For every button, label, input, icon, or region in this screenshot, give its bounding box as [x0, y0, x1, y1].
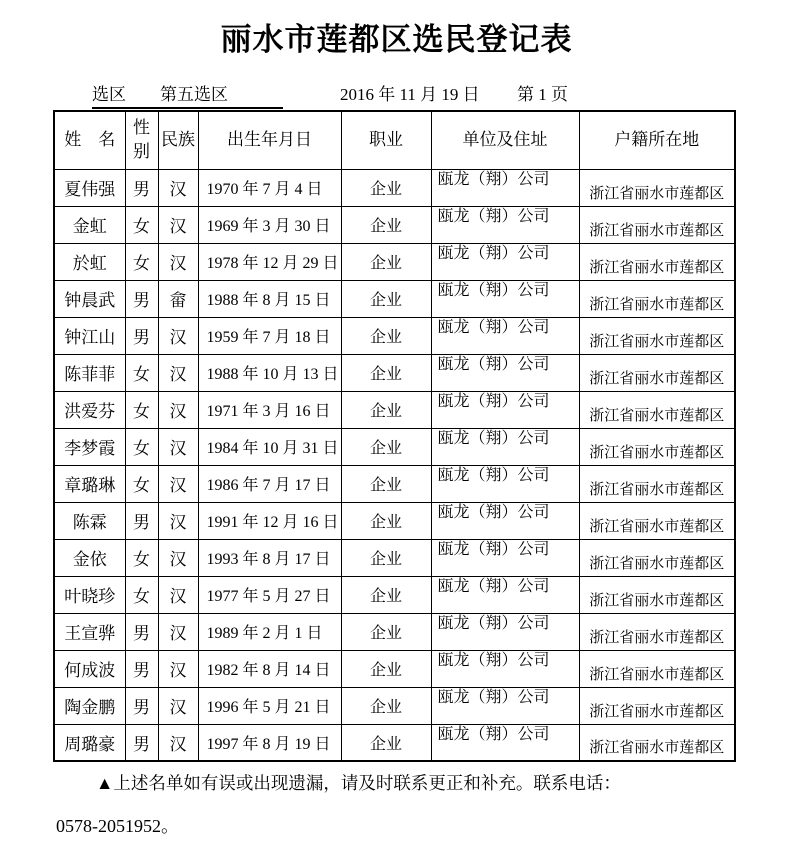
voter-occupation: 企业: [341, 354, 431, 391]
voter-ethnicity: 汉: [158, 391, 198, 428]
voter-name: 李梦霞: [54, 428, 125, 465]
voter-residence: 浙江省丽水市莲都区: [579, 391, 735, 428]
voter-ethnicity: 汉: [158, 687, 198, 724]
voter-birthdate: 1959 年 7 月 18 日: [198, 317, 341, 354]
voter-residence: 浙江省丽水市莲都区: [579, 650, 735, 687]
voter-unit: 瓯龙（翔）公司: [431, 465, 579, 502]
voter-name: 陶金鹏: [54, 687, 125, 724]
voter-unit: 瓯龙（翔）公司: [431, 354, 579, 391]
table-row: [54, 317, 735, 354]
voter-gender: 男: [125, 502, 158, 539]
table-row: [54, 280, 735, 317]
voter-occupation: 企业: [341, 539, 431, 576]
voter-birthdate: 1984 年 10 月 31 日: [198, 428, 341, 465]
voter-residence: 浙江省丽水市莲都区: [579, 317, 735, 354]
voter-birthdate: 1989 年 2 月 1 日: [198, 613, 341, 650]
voter-occupation: 企业: [341, 724, 431, 761]
footer-phone: 0578-2051952。: [56, 816, 179, 836]
voter-occupation: 企业: [341, 613, 431, 650]
voter-name: 王宣骅: [54, 613, 125, 650]
voter-gender: 女: [125, 539, 158, 576]
voter-residence: 浙江省丽水市莲都区: [579, 502, 735, 539]
district-label: 选区: [92, 85, 126, 104]
voter-unit: 瓯龙（翔）公司: [431, 169, 579, 206]
voter-name: 金依: [54, 539, 125, 576]
voter-ethnicity: 汉: [158, 243, 198, 280]
voter-gender: 男: [125, 317, 158, 354]
voter-birthdate: 1991 年 12 月 16 日: [198, 502, 341, 539]
voter-residence: 浙江省丽水市莲都区: [579, 354, 735, 391]
table-row: [54, 206, 735, 243]
voter-name: 金虹: [54, 206, 125, 243]
page-number: 第 1 页: [517, 85, 568, 104]
voter-name: 钟晨武: [54, 280, 125, 317]
voter-occupation: 企业: [341, 576, 431, 613]
voter-table-header: [54, 111, 735, 169]
voter-occupation: 企业: [341, 317, 431, 354]
voter-unit: 瓯龙（翔）公司: [431, 724, 579, 761]
header-gender: 性别: [125, 111, 158, 169]
voter-unit: 瓯龙（翔）公司: [431, 391, 579, 428]
voter-occupation: 企业: [341, 687, 431, 724]
voter-table-body: [54, 169, 735, 761]
voter-occupation: 企业: [341, 243, 431, 280]
header-row: [54, 111, 735, 169]
table-row: [54, 724, 735, 761]
table-row: [54, 613, 735, 650]
voter-unit: 瓯龙（翔）公司: [431, 687, 579, 724]
header-ethnicity: 民族: [158, 111, 198, 169]
voter-table: [53, 110, 736, 762]
voter-residence: 浙江省丽水市莲都区: [579, 465, 735, 502]
voter-occupation: 企业: [341, 280, 431, 317]
voter-residence: 浙江省丽水市莲都区: [579, 428, 735, 465]
voter-gender: 女: [125, 354, 158, 391]
voter-gender: 女: [125, 206, 158, 243]
voter-ethnicity: 畲: [158, 280, 198, 317]
voter-unit: 瓯龙（翔）公司: [431, 243, 579, 280]
voter-residence: 浙江省丽水市莲都区: [579, 243, 735, 280]
voter-birthdate: 1996 年 5 月 21 日: [198, 687, 341, 724]
voter-gender: 男: [125, 169, 158, 206]
voter-residence: 浙江省丽水市莲都区: [579, 576, 735, 613]
voter-occupation: 企业: [341, 650, 431, 687]
table-row: [54, 576, 735, 613]
table-row: [54, 243, 735, 280]
district-field: [92, 84, 283, 109]
voter-unit: 瓯龙（翔）公司: [431, 428, 579, 465]
table-row: [54, 687, 735, 724]
district-value: 第五选区: [160, 85, 228, 104]
voter-ethnicity: 汉: [158, 650, 198, 687]
voter-birthdate: 1988 年 10 月 13 日: [198, 354, 341, 391]
header-birthdate: 出生年月日: [198, 111, 341, 169]
voter-occupation: 企业: [341, 206, 431, 243]
voter-unit: 瓯龙（翔）公司: [431, 539, 579, 576]
voter-name: 钟江山: [54, 317, 125, 354]
table-row: [54, 428, 735, 465]
voter-occupation: 企业: [341, 428, 431, 465]
voter-ethnicity: 汉: [158, 502, 198, 539]
voter-residence: 浙江省丽水市莲都区: [579, 280, 735, 317]
voter-birthdate: 1970 年 7 月 4 日: [198, 169, 341, 206]
voter-residence: 浙江省丽水市莲都区: [579, 687, 735, 724]
voter-name: 叶晓珍: [54, 576, 125, 613]
voter-unit: 瓯龙（翔）公司: [431, 206, 579, 243]
voter-ethnicity: 汉: [158, 465, 198, 502]
voter-birthdate: 1986 年 7 月 17 日: [198, 465, 341, 502]
voter-name: 陈霖: [54, 502, 125, 539]
page-title: 丽水市莲都区选民登记表: [220, 22, 573, 57]
voter-gender: 女: [125, 576, 158, 613]
voter-ethnicity: 汉: [158, 539, 198, 576]
voter-ethnicity: 汉: [158, 613, 198, 650]
voter-ethnicity: 汉: [158, 724, 198, 761]
voter-ethnicity: 汉: [158, 354, 198, 391]
voter-ethnicity: 汉: [158, 206, 198, 243]
voter-name: 於虹: [54, 243, 125, 280]
voter-gender: 女: [125, 391, 158, 428]
voter-birthdate: 1997 年 8 月 19 日: [198, 724, 341, 761]
voter-residence: 浙江省丽水市莲都区: [579, 169, 735, 206]
registration-date: 2016 年 11 月 19 日: [340, 85, 480, 104]
voter-birthdate: 1982 年 8 月 14 日: [198, 650, 341, 687]
voter-gender: 女: [125, 465, 158, 502]
voter-occupation: 企业: [341, 502, 431, 539]
voter-unit: 瓯龙（翔）公司: [431, 650, 579, 687]
table-row: [54, 169, 735, 206]
voter-name: 周璐豪: [54, 724, 125, 761]
voter-birthdate: 1977 年 5 月 27 日: [198, 576, 341, 613]
voter-gender: 男: [125, 650, 158, 687]
voter-residence: 浙江省丽水市莲都区: [579, 613, 735, 650]
voter-ethnicity: 汉: [158, 169, 198, 206]
voter-ethnicity: 汉: [158, 317, 198, 354]
header-occupation: 职业: [341, 111, 431, 169]
voter-unit: 瓯龙（翔）公司: [431, 280, 579, 317]
voter-birthdate: 1993 年 8 月 17 日: [198, 539, 341, 576]
footer-notice: ▲上述名单如有误或出现遗漏，请及时联系更正和补充。联系电话：: [96, 773, 621, 793]
header-unit: 单位及住址: [431, 111, 579, 169]
table-row: [54, 391, 735, 428]
voter-occupation: 企业: [341, 391, 431, 428]
voter-birthdate: 1988 年 8 月 15 日: [198, 280, 341, 317]
voter-residence: 浙江省丽水市莲都区: [579, 724, 735, 761]
voter-birthdate: 1978 年 12 月 29 日: [198, 243, 341, 280]
table-row: [54, 650, 735, 687]
voter-unit: 瓯龙（翔）公司: [431, 317, 579, 354]
voter-gender: 女: [125, 243, 158, 280]
voter-residence: 浙江省丽水市莲都区: [579, 206, 735, 243]
voter-birthdate: 1971 年 3 月 16 日: [198, 391, 341, 428]
voter-ethnicity: 汉: [158, 576, 198, 613]
voter-gender: 男: [125, 280, 158, 317]
table-row: [54, 502, 735, 539]
voter-unit: 瓯龙（翔）公司: [431, 613, 579, 650]
voter-name: 洪爱芬: [54, 391, 125, 428]
voter-birthdate: 1969 年 3 月 30 日: [198, 206, 341, 243]
header-name: 姓 名: [54, 111, 125, 169]
voter-name: 章璐琳: [54, 465, 125, 502]
voter-residence: 浙江省丽水市莲都区: [579, 539, 735, 576]
header-residence: 户籍所在地: [579, 111, 735, 169]
voter-gender: 男: [125, 687, 158, 724]
voter-ethnicity: 汉: [158, 428, 198, 465]
table-row: [54, 354, 735, 391]
voter-unit: 瓯龙（翔）公司: [431, 502, 579, 539]
voter-gender: 男: [125, 613, 158, 650]
voter-name: 陈菲菲: [54, 354, 125, 391]
table-row: [54, 465, 735, 502]
voter-occupation: 企业: [341, 465, 431, 502]
voter-unit: 瓯龙（翔）公司: [431, 576, 579, 613]
table-row: [54, 539, 735, 576]
voter-gender: 男: [125, 724, 158, 761]
voter-occupation: 企业: [341, 169, 431, 206]
voter-gender: 女: [125, 428, 158, 465]
voter-name: 何成波: [54, 650, 125, 687]
voter-name: 夏伟强: [54, 169, 125, 206]
